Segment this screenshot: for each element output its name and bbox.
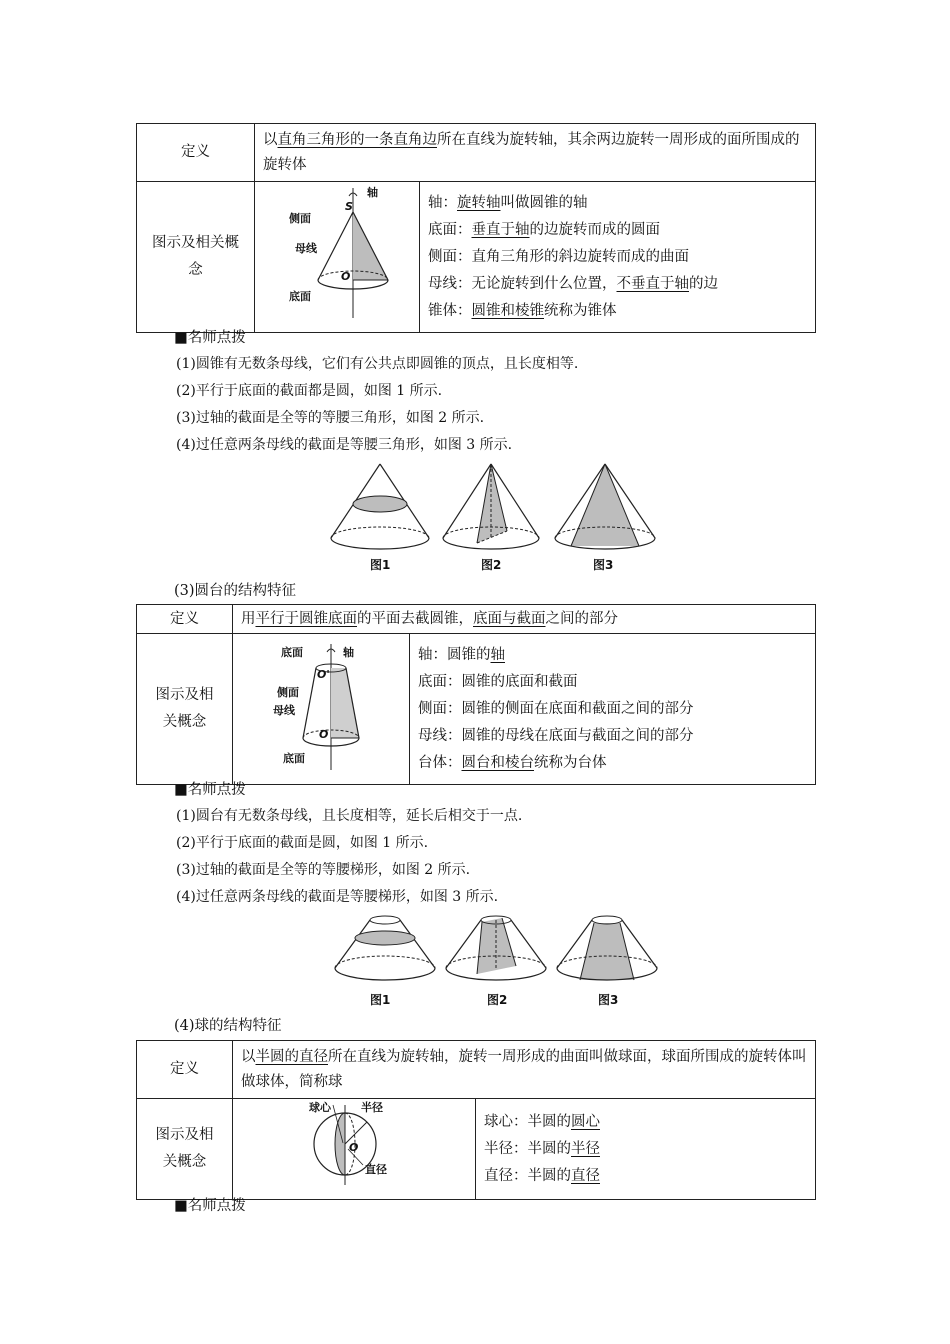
frustum-center-label: O <box>319 728 329 741</box>
cone-note-3: (3)过轴的截面是全等的等腰三角形，如图 2 所示. <box>176 410 485 426</box>
sphere-diagram-cell <box>233 1099 476 1200</box>
sphere-def-label: 定义 <box>137 1041 233 1099</box>
sphere-concepts <box>476 1099 816 1200</box>
cone-table <box>136 123 816 333</box>
sphere-center-label: O <box>349 1141 359 1154</box>
sphere-diameter-label: 直径 <box>365 1163 387 1176</box>
cone-diagram <box>255 182 419 322</box>
frustum-def-label: 定义 <box>137 605 233 634</box>
cone-note-4: (4)过任意两条母线的截面是等腰三角形，如图 3 所示. <box>176 437 513 453</box>
sphere-concept-center: 球心：半圆的圆心 <box>484 1113 600 1130</box>
frustum-table <box>136 604 816 785</box>
cone-fig-label: 图示及相关概念 <box>137 182 255 333</box>
cone-def-text: 以直角三角形的一条直角边所在直线为旋转轴，其余两边旋转一周形成的面所围成的旋转体 <box>255 124 816 182</box>
frustum-concept-solid: 台体：圆台和棱台统称为台体 <box>418 754 607 771</box>
frustum-fig-1 <box>335 916 435 980</box>
cone-notes-title: ■名师点拨 <box>174 330 246 346</box>
frustum-fig-label: 图示及相关概念 <box>137 634 233 785</box>
cone-concept-generatrix: 母线：无论旋转到什么位置，不垂直于轴的边 <box>428 275 718 292</box>
sphere-heading: (4)球的结构特征 <box>174 1018 282 1034</box>
cone-def-label: 定义 <box>137 124 255 182</box>
frustum-note-2: (2)平行于底面的截面是圆，如图 1 所示. <box>176 835 429 851</box>
frustum-note-3: (3)过轴的截面是全等的等腰梯形，如图 2 所示. <box>176 862 471 878</box>
frustum-concept-side: 侧面：圆锥的侧面在底面和截面之间的部分 <box>418 700 694 717</box>
cone-base-label: 底面 <box>289 290 311 303</box>
frustum-caption-3: 图3 <box>598 993 619 1007</box>
cone-generatrix-label: 母线 <box>295 242 317 255</box>
frustum-figures <box>332 910 662 986</box>
cone-note-2: (2)平行于底面的截面都是圆，如图 1 所示. <box>176 383 443 399</box>
cone-note-1: (1)圆锥有无数条母线，它们有公共点即圆锥的顶点，且长度相等. <box>176 356 579 372</box>
sphere-def-text: 以半圆的直径所在直线为旋转轴，旋转一周形成的曲面叫做球面，球面所围成的旋转体叫做球体，简称球 <box>233 1041 816 1099</box>
cone-fig-3 <box>555 464 655 549</box>
cone-axis-label: 轴 <box>367 186 378 199</box>
cone-figures <box>325 458 665 554</box>
frustum-caption-1: 图1 <box>370 993 391 1007</box>
frustum-base-label: 底面 <box>283 752 305 765</box>
frustum-concept-base: 底面：圆锥的底面和截面 <box>418 673 578 690</box>
cone-center-label: O <box>341 270 351 283</box>
cone-caption-1: 图1 <box>370 558 391 572</box>
sphere-fig-label: 图示及相关概念 <box>137 1099 233 1200</box>
frustum-concept-generatrix: 母线：圆锥的母线在底面与截面之间的部分 <box>418 727 694 744</box>
frustum-generatrix-label: 母线 <box>273 704 295 717</box>
frustum-note-4: (4)过任意两条母线的截面是等腰梯形，如图 3 所示. <box>176 889 499 905</box>
sphere-concept-radius: 半径：半圆的半径 <box>484 1140 600 1157</box>
frustum-heading: (3)圆台的结构特征 <box>174 583 297 599</box>
sphere-radius-label: 半径 <box>361 1101 383 1114</box>
frustum-concepts <box>410 634 816 785</box>
frustum-axis-label: 轴 <box>343 646 354 659</box>
frustum-fig-3 <box>557 916 657 980</box>
frustum-center-top-label: O' <box>317 668 330 681</box>
cone-caption-2: 图2 <box>481 558 502 572</box>
frustum-concept-axis: 轴：圆锥的轴 <box>418 646 505 663</box>
sphere-concept-diameter: 直径：半圆的直径 <box>484 1167 600 1184</box>
frustum-def-text: 用平行于圆锥底面的平面去截圆锥，底面与截面之间的部分 <box>233 605 816 634</box>
frustum-notes-title: ■名师点拨 <box>174 782 246 798</box>
frustum-note-1: (1)圆台有无数条母线，且长度相等，延长后相交于一点. <box>176 808 523 824</box>
frustum-diagram <box>233 634 409 774</box>
cone-fig-1 <box>331 464 429 549</box>
cone-side-label: 侧面 <box>289 212 311 225</box>
sphere-table <box>136 1040 816 1200</box>
frustum-top-label: 底面 <box>281 646 303 659</box>
frustum-side-label: 侧面 <box>277 686 299 699</box>
cone-diagram-cell <box>255 182 420 333</box>
cone-caption-3: 图3 <box>593 558 614 572</box>
cone-concept-axis: 轴：旋转轴叫做圆锥的轴 <box>428 194 588 211</box>
cone-fig-2 <box>443 464 539 549</box>
sphere-notes-title: ■名师点拨 <box>174 1198 246 1214</box>
cone-concepts <box>420 182 816 333</box>
sphere-center-name-label: 球心 <box>309 1101 331 1114</box>
frustum-diagram-cell <box>233 634 410 785</box>
frustum-caption-2: 图2 <box>487 993 508 1007</box>
cone-concept-side: 侧面：直角三角形的斜边旋转而成的曲面 <box>428 248 689 265</box>
cone-concept-solid: 锥体：圆锥和棱锥统称为锥体 <box>428 302 617 319</box>
cone-vertex-label: S <box>345 200 353 213</box>
frustum-fig-2 <box>446 916 546 980</box>
sphere-diagram <box>233 1099 475 1189</box>
cone-concept-base: 底面：垂直于轴的边旋转而成的圆面 <box>428 221 660 238</box>
